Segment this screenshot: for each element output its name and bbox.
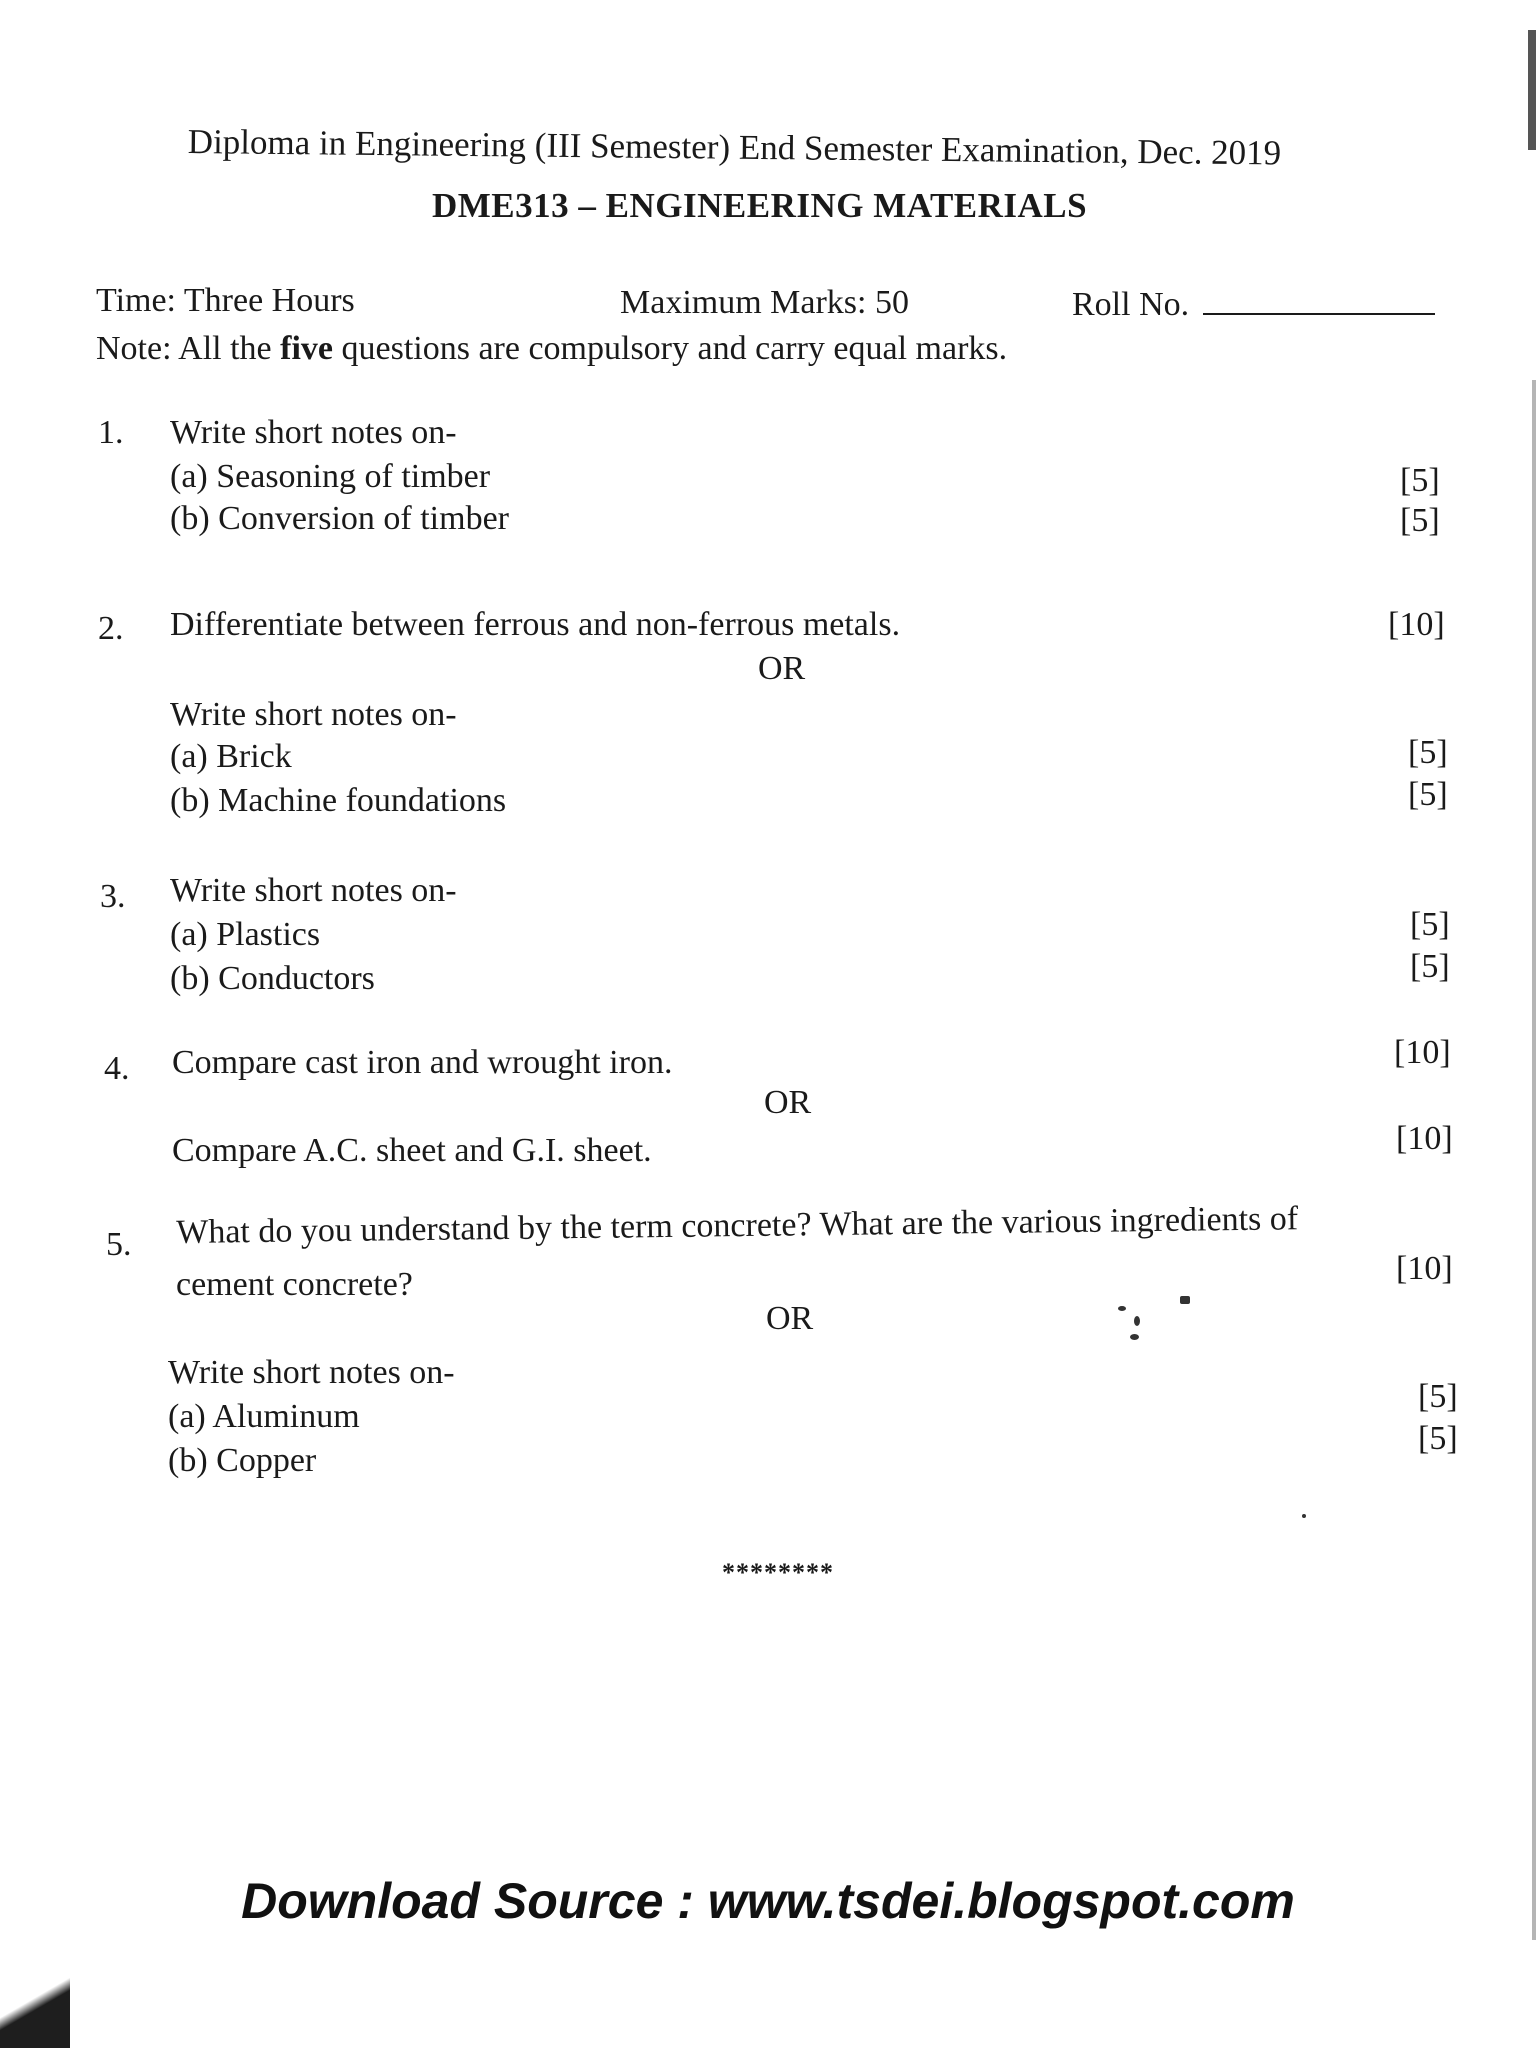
q4-alt-text: Compare A.C. sheet and G.I. sheet. — [172, 1132, 652, 1169]
time-label: Time: Three Hours — [96, 282, 355, 319]
q2-or: OR — [758, 650, 806, 687]
q2-part-a-marks: [5] — [1408, 734, 1448, 771]
roll-no — [1072, 286, 1435, 324]
download-source-footer: Download Source : www.tsdei.blogspot.com — [241, 1873, 1295, 1929]
q1-stem: Write short notes on- — [170, 414, 457, 451]
q1-part-a-marks: [5] — [1400, 462, 1440, 499]
q2-part-a: (a) Brick — [170, 738, 292, 775]
q5-number: 5. — [106, 1226, 132, 1263]
q2-alt-stem: Write short notes on- — [170, 696, 457, 733]
q5-part-a: (a) Aluminum — [168, 1398, 360, 1435]
scan-edge-shadow-top — [1528, 30, 1536, 150]
note-bold: five — [280, 330, 334, 367]
q5-alt-stem: Write short notes on- — [168, 1354, 455, 1391]
scan-speck — [1134, 1316, 1140, 1326]
roll-no-label: Roll No. — [1072, 286, 1190, 323]
q2-number: 2. — [98, 610, 124, 647]
q2-text: Differentiate between ferrous and non-ferrous metals. — [170, 606, 901, 643]
q1-number: 1. — [98, 414, 124, 451]
scan-speck — [1302, 1514, 1306, 1518]
q5-part-b-marks: [5] — [1418, 1420, 1458, 1457]
scan-edge-shadow-right — [1532, 380, 1536, 1940]
q5-part-a-marks: [5] — [1418, 1378, 1458, 1415]
scan-corner-shadow — [0, 1960, 70, 2048]
q4-text: Compare cast iron and wrought iron. — [172, 1044, 673, 1081]
q5-part-b: (b) Copper — [168, 1442, 317, 1479]
subject-title: DME313 – ENGINEERING MATERIALS — [432, 186, 1088, 225]
q5-text-line1: What do you understand by the term concrete? What are the various ingredients of — [176, 1200, 1299, 1251]
q3-part-b: (b) Conductors — [170, 960, 375, 997]
q2-part-b-marks: [5] — [1408, 776, 1448, 813]
q4-number: 4. — [104, 1050, 130, 1087]
q4-alt-marks: [10] — [1396, 1120, 1453, 1157]
note-prefix: Note: All the — [96, 330, 281, 367]
scan-speck — [1118, 1306, 1126, 1311]
q4-or: OR — [764, 1084, 812, 1121]
scan-speck — [1180, 1296, 1190, 1304]
q3-stem: Write short notes on- — [170, 872, 457, 909]
q2-marks: [10] — [1388, 606, 1445, 643]
note-suffix: questions are compulsory and carry equal marks. — [333, 330, 1008, 367]
note-line — [96, 330, 1007, 368]
q2-part-b: (b) Machine foundations — [170, 782, 507, 819]
q1-part-b: (b) Conversion of timber — [170, 500, 509, 537]
scan-speck — [1130, 1334, 1139, 1340]
q1-part-a: (a) Seasoning of timber — [170, 458, 491, 495]
q3-part-a: (a) Plastics — [170, 916, 321, 953]
q4-marks: [10] — [1394, 1034, 1451, 1071]
roll-no-blank — [1203, 307, 1435, 315]
q5-or: OR — [766, 1300, 814, 1337]
q5-marks: [10] — [1396, 1250, 1453, 1287]
q1-part-b-marks: [5] — [1400, 502, 1440, 539]
end-marker: ******** — [722, 1558, 834, 1587]
exam-title: Diploma in Engineering (III Semester) End Semester Examination, Dec. 2019 — [187, 122, 1282, 173]
q3-part-a-marks: [5] — [1410, 906, 1450, 943]
q5-text-line2: cement concrete? — [176, 1266, 413, 1303]
q3-number: 3. — [100, 878, 126, 915]
max-marks-label: Maximum Marks: 50 — [620, 284, 909, 321]
q3-part-b-marks: [5] — [1410, 948, 1450, 985]
